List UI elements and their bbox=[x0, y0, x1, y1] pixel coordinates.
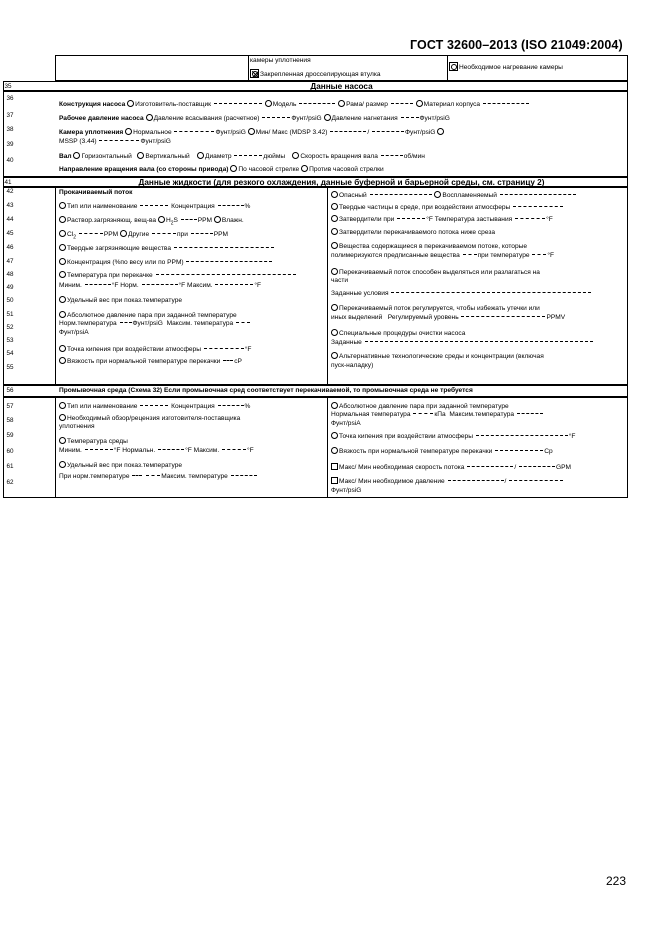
solid-particles-line bbox=[331, 203, 564, 212]
flush-normal-temp-input[interactable] bbox=[158, 449, 184, 450]
regulated-stream-label: Перекачиваемый поток регулируется, чтобы избежать утечки или bbox=[339, 305, 540, 312]
h2s-radio[interactable] bbox=[158, 216, 165, 223]
unit-label: % bbox=[244, 403, 251, 410]
viscosity-input[interactable] bbox=[223, 360, 233, 361]
casing-material-radio[interactable] bbox=[416, 100, 423, 107]
flush-boiling-label: Точка кипения при воздействии атмосферы bbox=[339, 433, 473, 440]
solid-contaminants-radio[interactable] bbox=[59, 244, 66, 251]
flush-name-radio[interactable] bbox=[59, 402, 66, 409]
chlorine-radio[interactable] bbox=[59, 230, 66, 237]
vapor-pressure-line bbox=[59, 311, 237, 320]
flush-vp-normal-input[interactable] bbox=[413, 413, 433, 414]
polymerizing-values-line bbox=[331, 252, 554, 260]
flush-specific-gravity-line bbox=[59, 461, 182, 470]
moisture-radio[interactable] bbox=[214, 216, 221, 223]
solid-contaminants-line bbox=[59, 244, 275, 253]
moisture-label: Влажн. bbox=[221, 217, 244, 224]
manufacturer-review-label: Необходимый обзор/рецензия изготовителя-поставщика bbox=[67, 415, 241, 422]
decomposition-line bbox=[331, 268, 540, 277]
pump-construction-line bbox=[59, 100, 530, 109]
pumping-temperature-input[interactable] bbox=[156, 274, 296, 275]
flush-flow-rate-checkbox[interactable] bbox=[331, 463, 338, 470]
counterclockwise-label: Против часовой стрелки bbox=[309, 166, 384, 173]
manufacturer-radio[interactable] bbox=[127, 100, 134, 107]
top-left-cell bbox=[55, 55, 249, 81]
discharge-pressure-label: Давление нагнетания bbox=[331, 115, 398, 122]
dissolved-contaminants-line bbox=[59, 216, 244, 227]
fluid-name-line bbox=[59, 202, 250, 211]
hazardous-input[interactable] bbox=[370, 194, 432, 195]
flush-pressure-max-input[interactable] bbox=[448, 480, 504, 481]
other-input[interactable] bbox=[152, 233, 176, 234]
clockwise-label: По часовой стрелке bbox=[238, 166, 300, 173]
boiling-point-line bbox=[59, 345, 251, 354]
casing-material-input[interactable] bbox=[483, 103, 529, 104]
unit-label: °F bbox=[546, 216, 553, 223]
vapor-pressure-radio[interactable] bbox=[59, 311, 66, 318]
shaft-speed-radio[interactable] bbox=[292, 152, 299, 159]
horizontal-label: Горизонтальный bbox=[81, 153, 132, 160]
polymerizing-substances-line bbox=[331, 242, 527, 251]
diameter-label: Диаметр bbox=[205, 153, 232, 160]
given-conditions-label: Заданные условия bbox=[331, 290, 389, 297]
flush-flow-max-input[interactable] bbox=[467, 466, 513, 467]
chamber-minmax-radio[interactable] bbox=[248, 128, 255, 135]
unit-label: cP bbox=[234, 358, 242, 365]
seal-chamber-label: Камера уплотнения bbox=[59, 129, 124, 136]
unit-label: Фунт/psiG bbox=[419, 115, 450, 122]
polymerizing-label: полимеризуются предписанные вещества bbox=[331, 252, 460, 259]
row-number: 47 bbox=[6, 258, 14, 265]
other-emissions-label: иных выделений bbox=[331, 314, 383, 321]
unit-label: PPM bbox=[213, 231, 229, 238]
vertical-radio[interactable] bbox=[137, 152, 144, 159]
vapor-pressure-label: Абсолютное давление пара при заданной температуре bbox=[67, 312, 237, 319]
unit-label: °F bbox=[244, 346, 252, 353]
manufacturer-review-cont: уплотнения bbox=[59, 423, 95, 430]
unit-label: GPM bbox=[556, 464, 572, 471]
chamber-label-text: камеры уплотнения bbox=[250, 57, 311, 64]
polymerizing-substances-label: Вещества содержащиеся в перекачиваемом потоке, которые bbox=[339, 243, 528, 250]
min-label: Миним. bbox=[59, 282, 82, 289]
flush-pressure-unit: Фунт/psiG bbox=[331, 487, 362, 494]
flush-boiling-radio[interactable] bbox=[331, 432, 338, 439]
boiling-point-input[interactable] bbox=[204, 348, 244, 349]
throttle-bushing-option: Закрепленная дросселирующая втулка bbox=[250, 69, 381, 79]
concentration-label: Концентрация bbox=[171, 403, 215, 410]
decomposition-label: Перекачиваемый поток способен выделяться или разлагаться на bbox=[339, 269, 540, 276]
hazardous-label: Опасный bbox=[339, 192, 367, 199]
unit-label: % bbox=[244, 203, 251, 210]
unit-label: °F bbox=[547, 252, 555, 259]
flush-flow-rate-label: Макс/ Мин необходимая скорость потока bbox=[339, 464, 465, 471]
polymerizing-substances-radio[interactable] bbox=[331, 242, 338, 249]
pour-point-input[interactable] bbox=[515, 218, 545, 219]
chlorine-label: Cl bbox=[67, 231, 74, 238]
model-radio[interactable] bbox=[265, 100, 272, 107]
max-temperature-label: Максим. температура bbox=[166, 320, 234, 327]
at-temperature-label: при температуре bbox=[477, 252, 530, 259]
row-number: 49 bbox=[6, 284, 14, 291]
flush-viscosity-label: Вязкость при нормальной температуре перекачки bbox=[339, 448, 493, 455]
flush-flow-rate-line bbox=[331, 463, 571, 472]
unit-label: Фунт/psiG bbox=[132, 320, 163, 327]
mssp-line bbox=[59, 138, 171, 146]
row-number: 53 bbox=[6, 337, 14, 344]
row-number: 48 bbox=[6, 271, 14, 278]
mssp-label: MSSP (3.44) bbox=[59, 138, 97, 145]
given-line bbox=[331, 339, 594, 347]
row-number: 51 bbox=[6, 311, 14, 318]
unit-label: Фунт/psiG bbox=[291, 115, 322, 122]
flush-temperature-line bbox=[59, 437, 128, 446]
row-number: 36 bbox=[6, 95, 14, 102]
model-label: Модель bbox=[272, 101, 297, 108]
hazardous-radio[interactable] bbox=[331, 191, 338, 198]
unit-label: PPMV bbox=[546, 314, 566, 321]
alternative-media-label: Альтернативные технологические среды и концентрации (включая bbox=[339, 353, 544, 360]
normal-temperature-label: Нормальная температура bbox=[331, 411, 411, 418]
clockwise-radio[interactable] bbox=[230, 165, 237, 172]
cleaning-procedures-label: Специальные процедуры очистки насоса bbox=[339, 330, 466, 337]
row-number: 58 bbox=[6, 417, 14, 424]
flush-vp-max-input[interactable] bbox=[517, 413, 543, 414]
unit-label: PPM bbox=[197, 217, 213, 224]
separator: / bbox=[514, 464, 517, 471]
chamber-heating-checkbox[interactable] bbox=[449, 62, 458, 71]
solidifiers-below-cut-radio[interactable] bbox=[331, 228, 338, 235]
flush-name-line bbox=[59, 402, 250, 411]
vp-normal-input[interactable] bbox=[120, 322, 132, 323]
chamber-min-input[interactable] bbox=[330, 131, 366, 132]
manufacturer-input[interactable] bbox=[214, 103, 262, 104]
shaft-speed-label: Скорость вращения вала bbox=[300, 153, 378, 160]
subscript: 2 bbox=[73, 234, 77, 241]
flush-pressure-label: Макс/ Мин необходимое давление bbox=[339, 478, 445, 485]
dissolved-contaminants-radio[interactable] bbox=[59, 216, 66, 223]
fluid-name-radio[interactable] bbox=[59, 202, 66, 209]
temperature-range-line bbox=[59, 282, 261, 290]
row-number: 54 bbox=[6, 350, 14, 357]
regulated-level-label: Регулируемый уровень bbox=[387, 314, 459, 321]
solidifiers-below-cut-line bbox=[331, 228, 495, 237]
alternative-media-radio[interactable] bbox=[331, 352, 338, 359]
subscript: 2 bbox=[170, 220, 174, 227]
polymerizing-temp-input[interactable] bbox=[532, 254, 546, 255]
pump-data-heading: Данные насоса bbox=[310, 82, 373, 91]
vapor-pressure-unit-line: Фунт/psiA bbox=[59, 329, 89, 336]
pump-pressure-label: Рабочее давление насоса bbox=[59, 115, 144, 122]
discharge-pressure-input[interactable] bbox=[401, 117, 419, 118]
flush-vapor-pressure-label: Абсолютное давление пара при заданной температуре bbox=[339, 403, 509, 410]
page-header-title: ГОСТ 32600–2013 (ISO 21049:2004) bbox=[410, 38, 623, 52]
solid-particles-input[interactable] bbox=[513, 206, 563, 207]
solid-particles-label: Твердые частицы в среде, при воздействии атмосферы bbox=[339, 204, 511, 211]
suction-pressure-input[interactable] bbox=[262, 117, 290, 118]
cleaning-procedures-radio[interactable] bbox=[331, 329, 338, 336]
flush-vapor-unit: Фунт/psiA bbox=[331, 420, 361, 427]
chamber-normal-label: Нормальное bbox=[133, 129, 172, 136]
vapor-pressure-values-line bbox=[59, 320, 251, 328]
row-number-column bbox=[3, 91, 55, 177]
max-temp-input[interactable] bbox=[215, 284, 253, 285]
unit-label: °F bbox=[568, 433, 576, 440]
flush-gravity-max-input[interactable] bbox=[231, 475, 257, 476]
flush-heading: Промывочная среда (Схема 32) Если промывочная сред соответствует перекачиваемой, то промывочная среда не требуется bbox=[59, 387, 473, 394]
row-number: 55 bbox=[6, 364, 14, 371]
mssp-radio[interactable] bbox=[437, 128, 444, 135]
horizontal-radio[interactable] bbox=[73, 152, 80, 159]
normal-label: °F Нормальн. bbox=[113, 447, 156, 454]
flush-max-temp-input[interactable] bbox=[222, 449, 246, 450]
other-ppm-input[interactable] bbox=[191, 233, 213, 234]
fluid-name-input[interactable] bbox=[140, 205, 168, 206]
normal-temp-input[interactable] bbox=[142, 284, 178, 285]
row-number: 38 bbox=[6, 126, 14, 133]
row-number: 61 bbox=[6, 463, 14, 470]
regulated-level-line bbox=[331, 314, 565, 322]
flush-flow-min-input[interactable] bbox=[519, 466, 555, 467]
flammable-radio[interactable] bbox=[434, 191, 441, 198]
unit-label: Cp bbox=[544, 448, 553, 455]
row-number: 62 bbox=[6, 479, 14, 486]
at-label: при bbox=[176, 231, 188, 238]
rotation-label: Направление вращения вала (со стороны привода) bbox=[59, 166, 229, 173]
solid-particles-radio[interactable] bbox=[331, 203, 338, 210]
vp-max-input[interactable] bbox=[236, 322, 250, 323]
page-number: 223 bbox=[606, 874, 627, 888]
row-number: 60 bbox=[6, 448, 14, 455]
flush-concentration-input[interactable] bbox=[218, 405, 244, 406]
regulated-stream-radio[interactable] bbox=[331, 304, 338, 311]
max-label: °F Максим. bbox=[185, 447, 220, 454]
max-temperature-label: Максим. температуре bbox=[161, 473, 228, 480]
chlorine-input[interactable] bbox=[79, 233, 103, 234]
viscosity-line bbox=[59, 357, 242, 366]
flush-vapor-pressure-radio[interactable] bbox=[331, 402, 338, 409]
solidifiers-line bbox=[331, 215, 553, 224]
given-input[interactable] bbox=[365, 341, 593, 342]
row-number: 43 bbox=[6, 202, 14, 209]
min-temp-input[interactable] bbox=[85, 284, 111, 285]
decomposition-cont-line: части bbox=[331, 277, 349, 284]
min-label: Миним. bbox=[59, 447, 82, 454]
flush-viscosity-radio[interactable] bbox=[331, 447, 338, 454]
flush-temperature-label: Температура среды bbox=[67, 438, 128, 445]
manufacturer-label: Изготовитель-поставщик bbox=[135, 101, 212, 108]
unit-label: °F bbox=[254, 282, 262, 289]
flush-vapor-pressure-line bbox=[331, 402, 509, 411]
normal-temperature-label: При норм.температуре bbox=[59, 473, 130, 480]
row-number: 44 bbox=[6, 216, 14, 223]
specific-gravity-label: Удельный вес при показ.температуре bbox=[67, 297, 183, 304]
row-number: 52 bbox=[6, 324, 14, 331]
specific-gravity-radio[interactable] bbox=[59, 296, 66, 303]
unit-label: Фунт/psiG bbox=[140, 138, 171, 145]
contaminant-concentration-label: Концентрация (%по весу или по PPM) bbox=[67, 259, 184, 266]
row-number: 46 bbox=[6, 244, 14, 251]
flush-pressure-checkbox[interactable] bbox=[331, 477, 338, 484]
flammable-input[interactable] bbox=[500, 194, 576, 195]
pumping-temperature-radio[interactable] bbox=[59, 271, 66, 278]
boiling-point-label: Точка кипения при воздействии атмосферы bbox=[67, 346, 201, 353]
row-number: 35 bbox=[4, 83, 12, 90]
chlorine-line bbox=[59, 230, 228, 241]
decomposition-radio[interactable] bbox=[331, 268, 338, 275]
contaminant-concentration-input[interactable] bbox=[186, 261, 272, 262]
fluid-name-label: Тип или наименование bbox=[67, 203, 138, 210]
hazard-line bbox=[331, 191, 577, 200]
chamber-minmax-label: Мин/ Макс (MDSP 3.42) bbox=[255, 129, 328, 136]
casing-material-label: Материал корпуса bbox=[423, 101, 481, 108]
viscosity-label: Вязкость при нормальной температуре перекачки bbox=[67, 358, 221, 365]
normal-temperature-label: Норм.температура bbox=[59, 320, 117, 327]
viscosity-radio[interactable] bbox=[59, 357, 66, 364]
boiling-point-radio[interactable] bbox=[59, 345, 66, 352]
chamber-normal-input[interactable] bbox=[174, 131, 214, 132]
unit-label: PPM bbox=[103, 231, 119, 238]
h2s-input[interactable] bbox=[181, 219, 197, 220]
flammable-label: Воспламеняемый bbox=[442, 192, 497, 199]
flush-viscosity-line bbox=[331, 447, 553, 456]
row-number: 57 bbox=[6, 403, 14, 410]
pumping-temperature-label: Температура при перекачке bbox=[67, 272, 153, 279]
normal-label: °F Норм. bbox=[111, 282, 139, 289]
flush-name-input[interactable] bbox=[140, 405, 168, 406]
flush-pressure-line bbox=[331, 477, 564, 486]
frame-label: Рама/ размер bbox=[346, 101, 388, 108]
row-number: 59 bbox=[6, 432, 14, 439]
shaft-line bbox=[59, 152, 425, 161]
pour-point-label: °F Температура застывания bbox=[426, 216, 513, 223]
max-label: °F Максим. bbox=[178, 282, 213, 289]
solidifiers-label: Затвердители при bbox=[339, 216, 395, 223]
frame-input[interactable] bbox=[391, 103, 413, 104]
alternative-media-cont-line: пуск-наладку) bbox=[331, 362, 374, 369]
row-number: 39 bbox=[6, 141, 14, 148]
given-label: Заданные bbox=[331, 339, 362, 346]
flush-name-label: Тип или наименование bbox=[67, 403, 138, 410]
chamber-heating-option: Необходимое нагревание камеры bbox=[449, 62, 563, 72]
mssp-input[interactable] bbox=[99, 140, 139, 141]
pump-pressure-line bbox=[59, 114, 450, 123]
flush-gravity-normal-input[interactable] bbox=[132, 475, 142, 476]
seal-chamber-line bbox=[59, 128, 445, 137]
unit-label: Фунт/psiG bbox=[215, 129, 246, 136]
regulated-stream-line bbox=[331, 304, 540, 313]
given-conditions-line bbox=[331, 290, 592, 298]
row-number: 40 bbox=[6, 157, 14, 164]
polymerizing-input[interactable] bbox=[463, 254, 477, 255]
flush-gravity-values-line bbox=[59, 473, 258, 481]
rotation-line bbox=[59, 165, 384, 174]
throttle-bushing-checkbox[interactable] bbox=[250, 69, 259, 78]
flush-specific-gravity-label: Удельный вес при показ.температуре bbox=[67, 462, 183, 469]
vertical-label: Вертикальный bbox=[145, 153, 190, 160]
specific-gravity-line bbox=[59, 296, 182, 305]
shaft-label: Вал bbox=[59, 153, 72, 160]
solid-contaminants-label: Твердые загрязняющие вещества bbox=[67, 245, 172, 252]
row-number: 56 bbox=[6, 387, 14, 394]
chamber-normal-radio[interactable] bbox=[125, 128, 132, 135]
manufacturer-review-line bbox=[59, 414, 240, 423]
diameter-radio[interactable] bbox=[197, 152, 204, 159]
unit-label: Фунт/psiG bbox=[405, 129, 436, 136]
flush-boiling-input[interactable] bbox=[476, 435, 568, 436]
concentration-label: Концентрация bbox=[171, 203, 215, 210]
h2s-label: S bbox=[173, 217, 178, 224]
manufacturer-review-radio[interactable] bbox=[59, 414, 66, 421]
flush-boiling-line bbox=[331, 432, 575, 441]
separator: / bbox=[504, 478, 507, 485]
pump-construction-label: Конструкция насоса bbox=[59, 101, 126, 108]
dissolved-contaminants-label: Раствор.загрязняющ. вещ-ва bbox=[67, 217, 157, 224]
max-temperature-label: Максим.температура bbox=[449, 411, 515, 418]
contaminant-concentration-radio[interactable] bbox=[59, 258, 66, 265]
unit-label: об/мин bbox=[403, 153, 425, 160]
flush-temperature-range-line bbox=[59, 447, 254, 455]
solidifiers-radio[interactable] bbox=[331, 215, 338, 222]
liquid-data-heading: Данные жидкости (для резкого охлаждения, данные буферной и барьерной среды, см. страницу 2) bbox=[138, 178, 545, 187]
diameter-input[interactable] bbox=[234, 155, 262, 156]
alternative-media-line bbox=[331, 352, 544, 361]
row-number: 50 bbox=[6, 297, 14, 304]
pumping-temperature-line bbox=[59, 271, 297, 280]
model-input[interactable] bbox=[299, 103, 335, 104]
specification-form bbox=[4, 55, 628, 498]
unit-label: °F bbox=[247, 447, 254, 454]
flush-temperature-radio[interactable] bbox=[59, 437, 66, 444]
solidifiers-temp-input[interactable] bbox=[397, 218, 425, 219]
h2s-label: H bbox=[165, 217, 171, 224]
contaminant-concentration-line bbox=[59, 258, 273, 267]
given-conditions-input[interactable] bbox=[391, 292, 591, 293]
flush-vapor-values-line bbox=[331, 411, 544, 419]
concentration-input[interactable] bbox=[218, 205, 244, 206]
flush-gravity-normal-input-2[interactable] bbox=[146, 475, 160, 476]
cleaning-procedures-line bbox=[331, 329, 465, 338]
discharge-pressure-radio[interactable] bbox=[324, 114, 331, 121]
flush-viscosity-input[interactable] bbox=[495, 450, 543, 451]
flush-pressure-min-input[interactable] bbox=[509, 480, 563, 481]
flush-specific-gravity-radio[interactable] bbox=[59, 461, 66, 468]
regulated-level-input[interactable] bbox=[461, 316, 545, 317]
chamber-max-input[interactable] bbox=[372, 131, 404, 132]
suction-pressure-radio[interactable] bbox=[146, 114, 153, 121]
suction-pressure-label: Давление всасывания (расчетное) bbox=[153, 115, 260, 122]
row-number: 37 bbox=[6, 112, 14, 119]
unit-label: кПа bbox=[434, 411, 446, 418]
unit-label: дюймы bbox=[263, 153, 286, 160]
pumped-stream-heading: Прокачиваемый поток bbox=[59, 189, 133, 196]
shaft-speed-input[interactable] bbox=[381, 155, 403, 156]
row-number: 45 bbox=[6, 230, 14, 237]
separator: / bbox=[367, 129, 370, 136]
solid-contaminants-input[interactable] bbox=[174, 247, 274, 248]
other-radio[interactable] bbox=[120, 230, 127, 237]
flush-min-temp-input[interactable] bbox=[85, 449, 113, 450]
other-label: Другие bbox=[128, 231, 150, 238]
solidifiers-below-cut-label: Затвердители перекачиваемого потока ниже среза bbox=[339, 229, 496, 236]
counterclockwise-radio[interactable] bbox=[301, 165, 308, 172]
row-number: 41 bbox=[4, 179, 12, 186]
frame-radio[interactable] bbox=[338, 100, 345, 107]
row-number: 42 bbox=[6, 188, 14, 195]
